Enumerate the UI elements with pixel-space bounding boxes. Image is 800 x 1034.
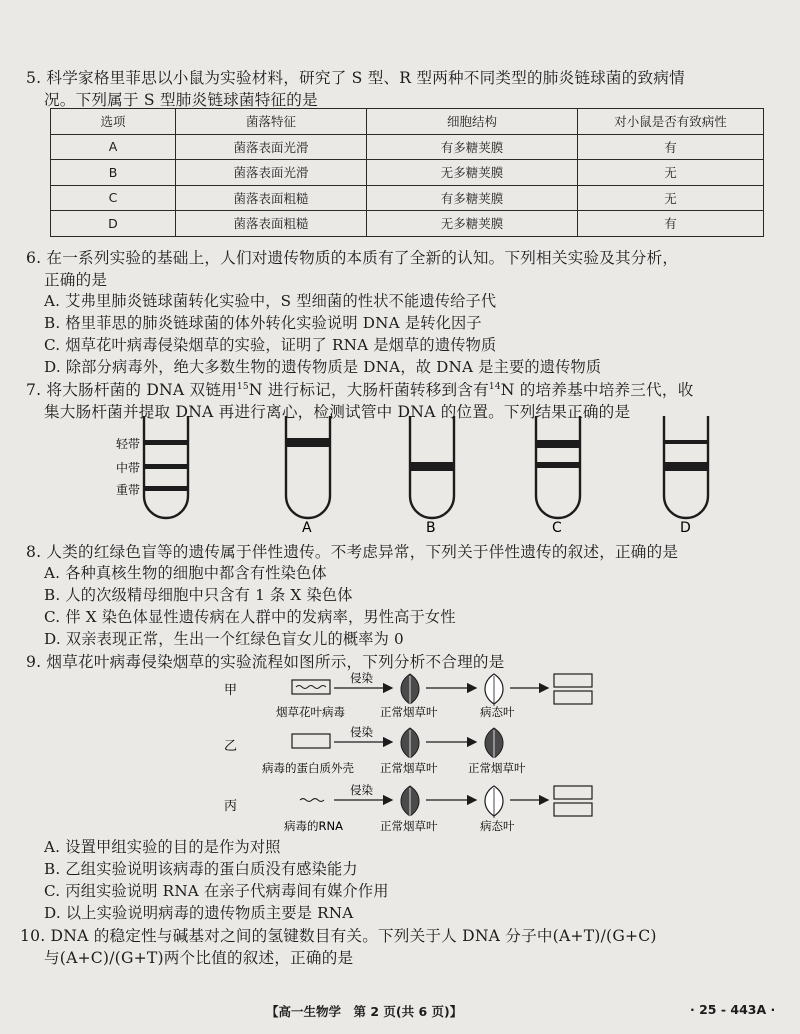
q5-table: [50, 108, 764, 237]
q9-option-d: D. 以上实验说明病毒的遗传物质主要是 RNA: [44, 904, 354, 922]
dna-band: [536, 440, 580, 448]
result-label: 病态叶: [480, 705, 515, 719]
progeny-virus-icon: [554, 674, 592, 687]
result-label: 病态叶: [480, 819, 515, 833]
table-header-cell: 对小鼠是否有致病性: [578, 109, 764, 135]
reference-tube: [144, 416, 188, 518]
tube-label-c: C: [552, 520, 562, 536]
table-cell: D: [51, 211, 176, 237]
q5-stem-line2: 况。下列属于 S 型肺炎链球菌特征的是: [44, 91, 318, 109]
tmv-experiment-flowchart: [220, 668, 600, 838]
q10-stem-line1: 10. DNA 的稳定性与碱基对之间的氢键数目有关。下列关于人 DNA 分子中(A+T)/(G+C): [20, 927, 657, 945]
source-label: 病毒的蛋白质外壳: [262, 761, 354, 775]
q6-option-a: A. 艾弗里肺炎链球菌转化实验中，S 型细菌的性状不能遗传给子代: [44, 292, 497, 310]
q6-option-b: B. 格里菲思的肺炎链球菌的体外转化实验说明 DNA 是转化因子: [44, 314, 482, 332]
q6-stem-line1: 6. 在一系列实验的基础上，人们对遗传物质的本质有了全新的认知。下列相关实验及其分析，: [26, 249, 679, 267]
table-cell: 无多糖荚膜: [367, 211, 578, 237]
tube-a: [286, 416, 330, 536]
q8-option-c: C. 伴 X 染色体显性遗传病在人群中的发病率，男性高于女性: [44, 608, 456, 626]
result-label: 正常烟草叶: [468, 761, 526, 775]
table-cell: A: [51, 134, 176, 160]
table-header-row: [51, 109, 764, 135]
q8-stem: 8. 人类的红绿色盲等的遗传属于伴性遗传。不考虑异常，下列关于伴性遗传的叙述，正确的是: [26, 543, 679, 561]
arrow-label: 侵染: [350, 783, 373, 797]
tube-label-d: D: [680, 520, 691, 536]
page-footer-title: 【高一生物学 第 2 页(共 6 页)】: [266, 1004, 463, 1019]
progeny-virus-icon: [554, 786, 592, 799]
protein-coat-icon: [292, 734, 330, 748]
table-cell: 有: [578, 134, 764, 160]
table-cell: 有: [578, 211, 764, 237]
source-label: 烟草花叶病毒: [276, 705, 345, 719]
table-header-cell: 选项: [51, 109, 176, 135]
dna-band: [664, 440, 708, 444]
source-label: 病毒的RNA: [284, 819, 343, 833]
group-label: 乙: [224, 739, 238, 754]
table-cell: 无: [578, 185, 764, 211]
group-label: 丙: [224, 799, 238, 814]
heavy-band-marker: [144, 486, 188, 491]
table-cell: 有多糖荚膜: [367, 134, 578, 160]
q9-stem: 9. 烟草花叶病毒侵染烟草的实验流程如图所示，下列分析不合理的是: [26, 653, 505, 671]
group-label: 甲: [224, 683, 238, 698]
rna-strand-icon: [300, 799, 324, 802]
leaf-label: 正常烟草叶: [380, 761, 438, 775]
tube-label-b: B: [426, 520, 436, 536]
group-jia: [224, 671, 592, 719]
progeny-virus-icon: [554, 691, 592, 704]
progeny-virus-icon: [554, 803, 592, 816]
table-cell: 菌落表面光滑: [176, 134, 367, 160]
q9-option-a: A. 设置甲组实验的目的是作为对照: [44, 838, 281, 856]
q5-stem-line1: 5. 科学家格里菲思以小鼠为实验材料，研究了 S 型、R 型两种不同类型的肺炎链球菌的致病情: [26, 69, 685, 87]
tube-c: [536, 416, 580, 536]
isotope-superscript: 15: [236, 381, 249, 392]
group-bing: [224, 783, 592, 833]
page-footer-code: · 25 - 443A ·: [690, 1002, 776, 1017]
tube-label-a: A: [302, 520, 312, 536]
arrow-label: 侵染: [350, 671, 373, 685]
isotope-superscript: 14: [488, 381, 501, 392]
q6-option-d: D. 除部分病毒外，绝大多数生物的遗传物质是 DNA，故 DNA 是主要的遗传物质: [44, 358, 602, 376]
table-cell: 菌落表面粗糙: [176, 211, 367, 237]
table-header-cell: 细胞结构: [367, 109, 578, 135]
q7-stem-line1: [26, 378, 693, 400]
q7-stem-part: 7. 将大肠杆菌的 DNA 双链用: [26, 381, 237, 399]
leaf-label: 正常烟草叶: [380, 819, 438, 833]
middle-band-marker: [144, 464, 188, 469]
q7-stem-part: N 的培养基中培养三代，收: [500, 381, 694, 399]
q7-stem-line2: 集大肠杆菌并提取 DNA 再进行离心，检测试管中 DNA 的位置。下列结果正确的是: [44, 403, 631, 421]
dna-band: [410, 462, 454, 471]
dna-band: [286, 438, 330, 447]
dna-band: [536, 462, 580, 468]
table-row: [51, 134, 764, 160]
q9-option-b: B. 乙组实验说明该病毒的蛋白质没有感染能力: [44, 860, 358, 878]
table-cell: B: [51, 160, 176, 186]
dna-band: [664, 462, 708, 471]
q8-option-d: D. 双亲表现正常，生出一个红绿色盲女儿的概率为 0: [44, 630, 404, 648]
table-row: [51, 160, 764, 186]
table-cell: 菌落表面粗糙: [176, 185, 367, 211]
q9-option-c: C. 丙组实验说明 RNA 在亲子代病毒间有媒介作用: [44, 882, 389, 900]
band-label-light: 轻带: [116, 437, 141, 451]
q10-stem-line2: 与(A+C)/(G+T)两个比值的叙述，正确的是: [44, 949, 354, 967]
q6-option-c: C. 烟草花叶病毒侵染烟草的实验，证明了 RNA 是烟草的遗传物质: [44, 336, 497, 354]
tube-b: [410, 416, 454, 536]
q6-stem-line2: 正确的是: [44, 271, 108, 289]
q8-option-b: B. 人的次级精母细胞中只含有 1 条 X 染色体: [44, 586, 353, 604]
light-band-marker: [144, 440, 188, 445]
arrow-label: 侵染: [350, 725, 373, 739]
centrifuge-tubes-diagram: [100, 412, 740, 540]
table-header-cell: 菌落特征: [176, 109, 367, 135]
virus-tube-icon: [292, 680, 330, 694]
band-label-heavy: 重带: [116, 483, 141, 497]
leaf-label: 正常烟草叶: [380, 705, 438, 719]
q7-stem-part: N 进行标记，大肠杆菌转移到含有: [248, 381, 489, 399]
q8-option-a: A. 各种真核生物的细胞中都含有性染色体: [44, 564, 327, 582]
table-row: [51, 185, 764, 211]
table-cell: 菌落表面光滑: [176, 160, 367, 186]
table-cell: 无: [578, 160, 764, 186]
table-cell: 无多糖荚膜: [367, 160, 578, 186]
table-cell: C: [51, 185, 176, 211]
group-yi: [224, 725, 526, 775]
table-cell: 有多糖荚膜: [367, 185, 578, 211]
table-row: [51, 211, 764, 237]
tube-d: [664, 416, 708, 536]
band-label-middle: 中带: [116, 461, 141, 475]
